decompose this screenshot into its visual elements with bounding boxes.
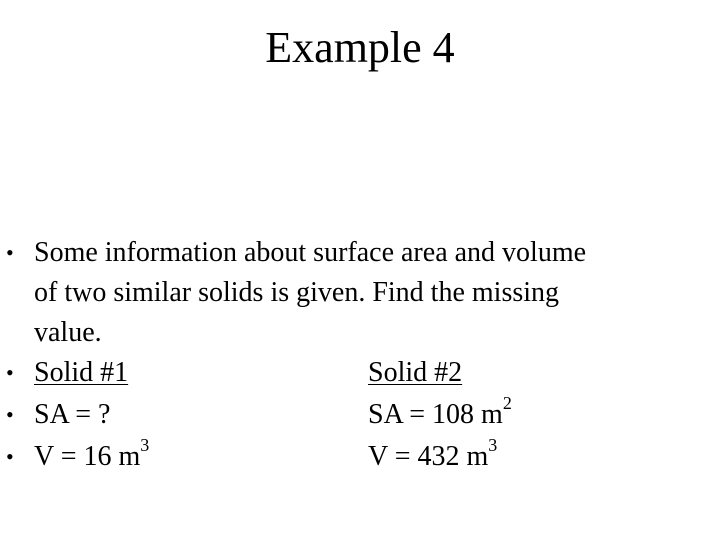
bullet-dot: • [6, 444, 14, 469]
bullet-headings-row [0, 353, 720, 395]
intro-text: Some information about surface area and volume of two similar solids is given. Find the missing value. [34, 237, 587, 348]
solid1-volume-label: V = 16 m [34, 441, 141, 472]
solid1-sa: SA = ? [34, 399, 111, 430]
solid2-heading: Solid #2 [368, 357, 463, 388]
solid1-heading: Solid #1 [34, 357, 129, 388]
bullet-list [0, 233, 720, 479]
solid2-sa-label: SA = 108 m [368, 399, 503, 430]
solid1-volume [34, 434, 150, 477]
bullet-volume-row [0, 434, 720, 479]
solid2-volume-label: V = 432 m [368, 441, 489, 472]
bullet-dot: • [6, 240, 14, 265]
bullet-intro [0, 233, 720, 353]
solid2-volume [368, 434, 498, 477]
bullet-sa-row [0, 392, 720, 437]
slide-title: Example 4 [265, 23, 455, 72]
solid2-volume-exponent: 3 [488, 434, 498, 455]
bullet-dot: • [6, 360, 14, 385]
solid2-sa-exponent: 2 [502, 392, 512, 413]
bullet-dot: • [6, 402, 14, 427]
solid1-volume-exponent: 3 [140, 434, 150, 455]
solid2-sa [368, 392, 512, 435]
